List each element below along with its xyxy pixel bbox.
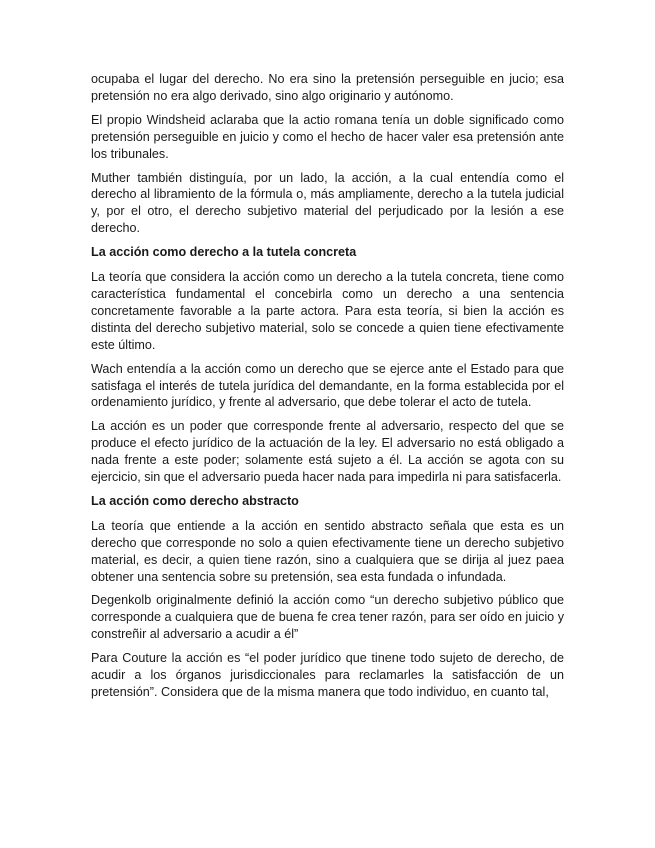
paragraph-tutela-concreta-theory: La teoría que considera la acción como un derecho a la tutela concreta, tiene como característica fundamental el concebirla como un derecho a una sentencia concretamente favorable a la parte actora. Para esta teoría, si bien la acción es distinta del derecho subjetivo material, solo se concede a quien tiene efectivamente este último. bbox=[91, 270, 564, 352]
paragraph-couture: Para Couture la acción es “el poder jurídico que tinene todo sujeto de derecho, de acudir a los órganos jurisdiccionales para reclamarles la satisfacción de un pretensión”. Considera que de la misma manera que todo individuo, en cuanto tal, bbox=[91, 651, 564, 699]
paragraph-windsheid: El propio Windsheid aclaraba que la actio romana tenía un doble significado como pretensión perseguible en juicio y como el hecho de hacer valer esa pretensión ante los tribunales. bbox=[91, 112, 564, 161]
heading-tutela-concreta: La acción como derecho a la tutela concreta bbox=[91, 245, 357, 260]
paragraph-abstract-theory: La teoría que entiende a la acción en sentido abstracto señala que esta es un derecho que corresponde no solo a quien efectivamente tiene un derecho subjetivo material, es decir, a quien tiene razón, sino a cualquiera que se dirija al juez paea obtener una sentencia sobre su pretensión, sea esta fundada o infundada. bbox=[91, 518, 564, 584]
paragraph-poder-adversario: La acción es un poder que corresponde frente al adversario, respecto del que se produce el efecto jurídico de la actuación de la ley. El adversario no está obligado a nada frente a este poder; solamente está sujeto a él. La acción se agota con su ejercicio, sin que el adversario pueda hacer nada para impedirla ni para satisfacerla. bbox=[91, 419, 564, 485]
paragraph-pretension-origin: ocupaba el lugar del derecho. No era sino la pretensión perseguible en jucio; esa pretensión no era algo derivado, sino algo originario y autónomo. bbox=[91, 72, 564, 103]
paragraph-degenkolb: Degenkolb originalmente definió la acción como “un derecho subjetivo público que corresponde a cualquiera que de buena fe crea tener razón, para ser oído en juicio y constreñir al adversario a acudir a él” bbox=[91, 593, 564, 642]
heading-derecho-abstracto: La acción como derecho abstracto bbox=[91, 493, 299, 508]
paragraph-muther: Muther también distinguía, por un lado, la acción, a la cual entendía como el derecho al libramiento de la fórmula o, más ampliamente, derecho a la tutela judicial y, por el otro, el derecho subjetivo material del perjudicado por la lesión a ese derecho. bbox=[91, 170, 564, 236]
paragraph-wach: Wach entendía a la acción como un derecho que se ejerce ante el Estado para que satisfaga el interés de tutela jurídica del demandante, en la forma establecida por el ordenamiento jurídico, y frente al adversario, que debe tolerar el acto de tutela. bbox=[91, 361, 564, 410]
document-page bbox=[91, 71, 564, 708]
